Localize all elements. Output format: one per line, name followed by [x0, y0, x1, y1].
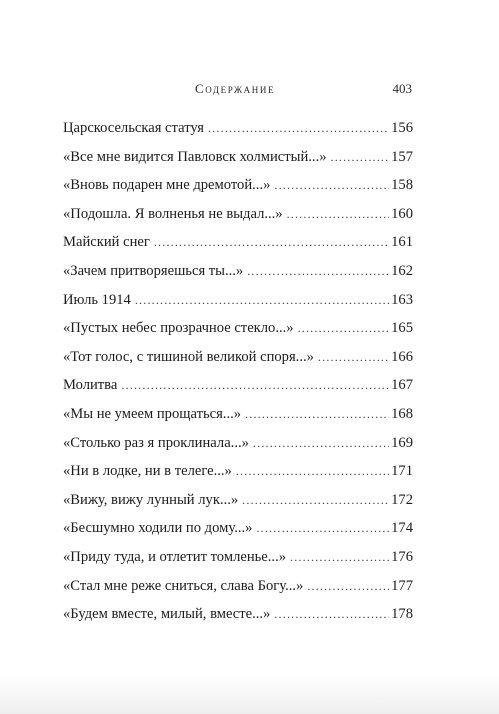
toc-entry-title: «Ни в лодке, ни в телеге...» [63, 463, 232, 480]
toc-entry [63, 576, 413, 605]
dot-leader [135, 290, 389, 310]
toc-entry [63, 118, 413, 147]
toc-entry-page: 158 [391, 177, 413, 194]
dot-leader [331, 147, 390, 167]
toc-entry [63, 490, 413, 519]
toc-entry-title: Майский снег [63, 234, 150, 251]
toc-entry [63, 604, 413, 633]
toc-entry-page: 172 [391, 491, 413, 508]
toc-entry-title: «Стал мне реже сниться, слава Богу...» [63, 577, 304, 594]
dot-leader [290, 547, 389, 567]
page-number: 403 [392, 81, 412, 96]
toc-entry-page: 166 [391, 348, 413, 365]
toc-entry-page: 157 [391, 148, 413, 165]
toc-entry [63, 433, 413, 462]
dot-leader [307, 576, 389, 596]
dot-leader [287, 204, 390, 224]
toc-entry [63, 518, 413, 547]
toc-entry-page: 156 [391, 120, 413, 136]
toc-entry-page: 177 [391, 577, 413, 594]
toc-entry [63, 290, 413, 319]
toc-entry-title: «Подошла. Я волненья не выдал...» [63, 205, 283, 222]
page-header [0, 81, 499, 101]
table-of-contents [63, 118, 413, 633]
page-bottom-shadow [0, 674, 499, 714]
dot-leader [274, 175, 389, 195]
toc-entry [63, 204, 413, 233]
toc-entry-title: «Столько раз я проклинала...» [63, 434, 249, 451]
toc-entry [63, 232, 413, 261]
dot-leader [256, 518, 389, 538]
toc-entry-title: Июль 1914 [63, 291, 131, 308]
toc-entry [63, 461, 413, 490]
toc-entry-page: 161 [391, 234, 413, 251]
dot-leader [121, 375, 389, 395]
dot-leader [236, 461, 389, 481]
toc-entry-page: 160 [391, 205, 413, 222]
toc-entry-title: «Вновь подарен мне дремотой...» [63, 177, 271, 194]
toc-entry-page: 178 [391, 606, 413, 623]
toc-entry [63, 375, 413, 404]
toc-entry-title: «Тот голос, с тишиной великой споря...» [63, 348, 314, 365]
dot-leader [318, 347, 389, 367]
toc-entry-page: 174 [391, 520, 413, 537]
toc-entry-title: Молитва [63, 377, 118, 394]
toc-entry [63, 175, 413, 204]
toc-entry-title: «Все мне видится Павловск холмистый...» [63, 148, 327, 165]
toc-entry-page: 167 [391, 377, 413, 394]
toc-entry-page: 165 [391, 320, 413, 337]
toc-entry-title: «Пустых небес прозрачное стекло...» [63, 320, 294, 337]
toc-entry-page: 168 [391, 405, 413, 422]
dot-leader [274, 604, 389, 624]
toc-entry-page: 169 [391, 434, 413, 451]
toc-entry-page: 176 [391, 548, 413, 565]
dot-leader [247, 261, 389, 281]
toc-entry-page: 162 [391, 262, 413, 279]
toc-entry-title: «Зачем притворяешься ты...» [63, 262, 244, 279]
dot-leader [242, 490, 389, 510]
toc-entry [63, 404, 413, 433]
dot-leader [208, 118, 389, 138]
dot-leader [298, 318, 390, 338]
toc-entry-title: «Будем вместе, милый, вместе...» [63, 606, 271, 623]
toc-entry [63, 261, 413, 290]
toc-entry [63, 318, 413, 347]
toc-entry-title: «Вижу, вижу лунный лук...» [63, 491, 239, 508]
dot-leader [253, 433, 389, 453]
toc-entry-title: «Приду туда, и отлетит томленье...» [63, 548, 287, 565]
running-head-title: Содержание [194, 81, 276, 96]
dot-leader [154, 232, 389, 252]
dot-leader [245, 404, 389, 424]
toc-entry-page: 171 [391, 463, 413, 480]
toc-entry [63, 347, 413, 376]
toc-entry-title: Царскосельская статуя [63, 120, 205, 136]
toc-entry [63, 547, 413, 576]
toc-entry-title: «Мы не умеем прощаться...» [63, 405, 242, 422]
toc-entry-page: 163 [391, 291, 413, 308]
toc-entry [63, 147, 413, 176]
toc-entry-title: «Бесшумно ходили по дому...» [63, 520, 253, 537]
